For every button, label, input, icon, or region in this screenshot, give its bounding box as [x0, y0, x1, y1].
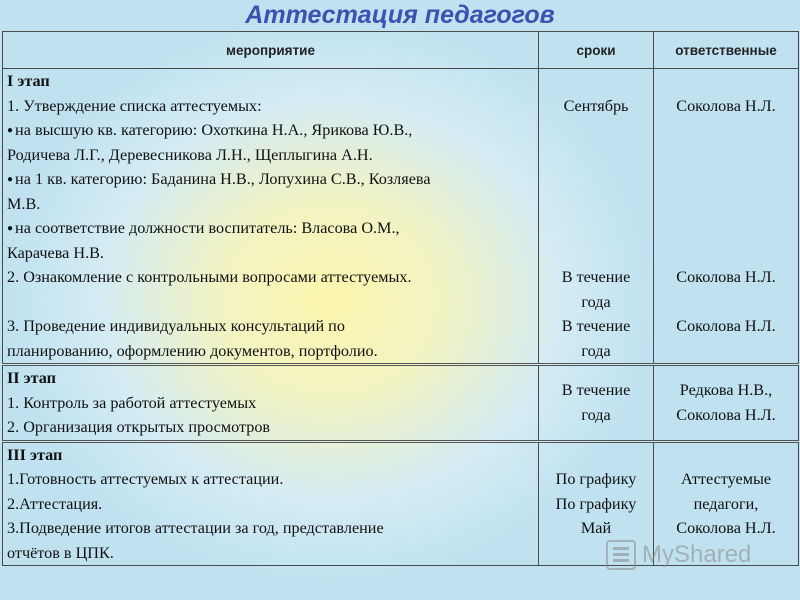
responsible-value: Соколова Н.Л. — [676, 519, 776, 537]
stage-3-activities — [3, 441, 539, 566]
presentation-icon — [606, 540, 636, 570]
list-item: Родичева Л.Г., Деревесникова Л.Н., Щеплыгина А.Н. — [7, 145, 373, 164]
date-value: В течение — [561, 268, 631, 286]
stage-3-title: III этап — [7, 445, 63, 464]
responsible-value: Редкова Н.В., — [679, 381, 773, 399]
table-row-stage-2 — [3, 365, 799, 442]
attestation-table — [2, 31, 799, 566]
bullet-icon — [7, 219, 15, 237]
date-value: года — [581, 341, 611, 360]
stage-1-activities — [3, 69, 539, 365]
date-value: года — [581, 292, 611, 311]
date-value: года — [581, 405, 611, 424]
list-item: отчётов в ЦПК. — [7, 543, 114, 562]
responsible-value: Соколова Н.Л. — [676, 96, 776, 115]
list-item: планированию, оформлению документов, портфолио. — [7, 341, 378, 360]
stage-1-dates — [539, 69, 654, 365]
stage-1-responsible — [654, 69, 799, 365]
bullet-icon — [7, 170, 15, 188]
page-title: Аттестация педагогов — [245, 1, 555, 29]
responsible-value: Аттестуемые — [680, 470, 772, 488]
list-item: 2. Организация открытых просмотров — [7, 418, 271, 436]
list-item — [7, 290, 534, 315]
stage-2-title: II этап — [7, 369, 56, 387]
list-item: 1. Контроль за работой аттестуемых — [7, 393, 257, 412]
header-activity: мероприятие — [3, 32, 539, 69]
stage-2-dates — [539, 365, 654, 442]
watermark — [606, 537, 766, 573]
list-item: 2.Аттестация. — [7, 494, 103, 513]
header-responsible: ответственные — [654, 32, 799, 69]
date-value: Сентябрь — [563, 96, 629, 115]
list-item: Карачева Н.В. — [7, 243, 104, 262]
list-item: 1.Готовность аттестуемых к аттестации. — [7, 470, 284, 488]
list-item: на соответствие должности воспитатель: Власова О.М., — [15, 219, 400, 237]
responsible-value: Соколова Н.Л. — [676, 317, 776, 335]
stage-2-activities — [3, 365, 539, 442]
watermark-text: MyShared — [642, 541, 752, 568]
date-value: В течение — [561, 317, 631, 335]
list-item: на высшую кв. категорию: Охоткина Н.А., Ярикова Ю.В., — [15, 121, 413, 139]
table-header-row — [3, 32, 799, 69]
list-item: 2. Ознакомление с контрольными вопросами аттестуемых. — [7, 268, 412, 286]
list-item: 3. Проведение индивидуальных консультаций по — [7, 317, 345, 335]
date-value: Май — [580, 519, 612, 537]
list-item: 1. Утверждение списка аттестуемых: — [7, 96, 262, 115]
stage-2-responsible — [654, 365, 799, 442]
list-item: 3.Подведение итогов аттестации за год, представление — [7, 519, 384, 537]
bullet-icon — [7, 121, 15, 139]
date-value: По графику — [555, 470, 637, 488]
header-dates: сроки — [539, 32, 654, 69]
list-item: М.В. — [7, 194, 41, 213]
responsible-value: Соколова Н.Л. — [676, 405, 776, 424]
table-row-stage-1 — [3, 69, 799, 365]
date-value: В течение — [561, 381, 631, 399]
date-value: По графику — [555, 494, 637, 513]
stage-1-title: I этап — [7, 72, 50, 90]
responsible-value: Соколова Н.Л. — [676, 268, 776, 286]
list-item: на 1 кв. категорию: Баданина Н.В., Лопухина С.В., Козляева — [15, 170, 431, 188]
responsible-value: педагоги, — [693, 494, 759, 513]
